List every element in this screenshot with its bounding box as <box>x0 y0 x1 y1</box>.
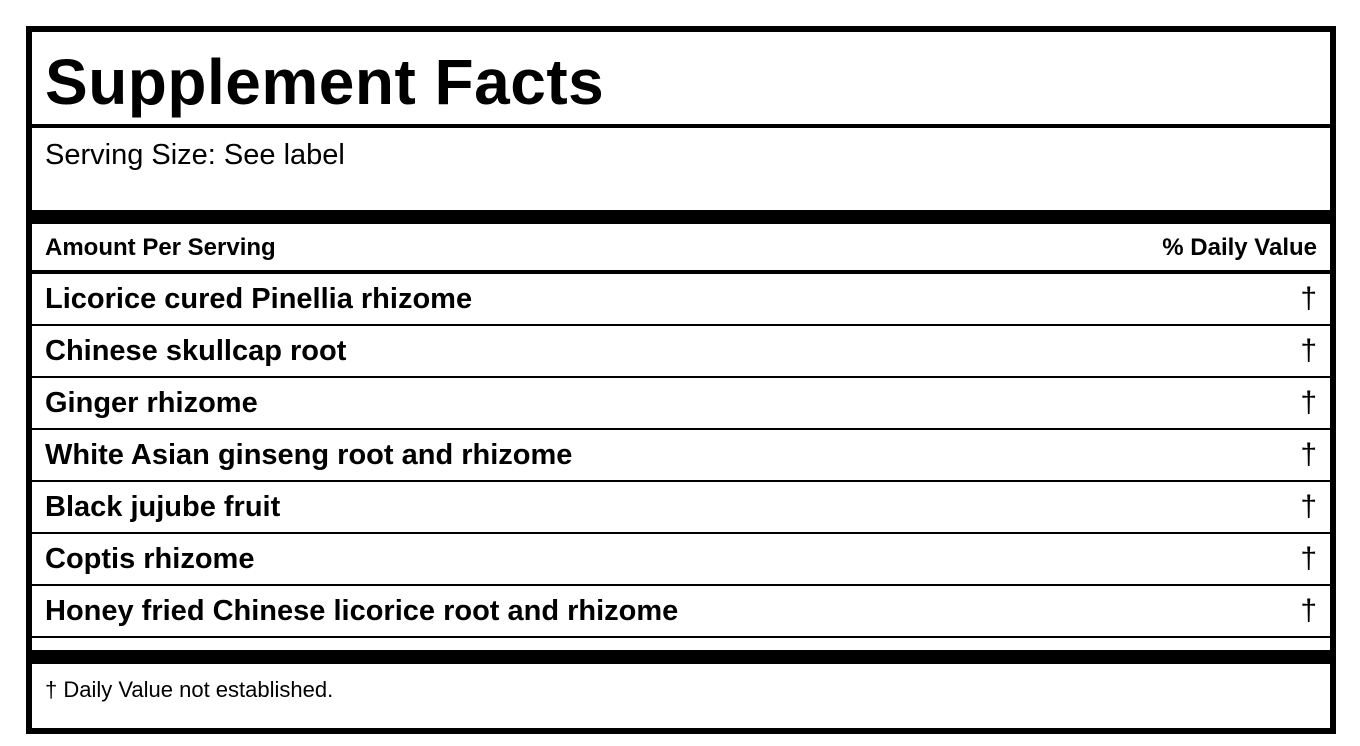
ingredient-name: Honey fried Chinese licorice root and rhizome <box>45 594 679 627</box>
ingredient-row <box>32 586 1330 638</box>
ingredient-name: Ginger rhizome <box>45 386 258 419</box>
amount-per-serving-header: Amount Per Serving <box>45 234 276 261</box>
ingredient-row <box>32 534 1330 586</box>
ingredient-daily-value: † <box>1300 334 1317 367</box>
ingredient-daily-value: † <box>1300 282 1317 315</box>
ingredient-name: Chinese skullcap root <box>45 334 347 367</box>
ingredient-name: Licorice cured Pinellia rhizome <box>45 282 473 315</box>
daily-value-header: % Daily Value <box>1162 234 1317 261</box>
title-section <box>32 32 1330 128</box>
supplement-facts-panel <box>26 26 1336 734</box>
ingredient-daily-value: † <box>1300 490 1317 523</box>
column-header-row <box>32 224 1330 274</box>
ingredient-row <box>32 482 1330 534</box>
ingredient-name: Coptis rhizome <box>45 542 255 575</box>
ingredient-row <box>32 378 1330 430</box>
ingredient-daily-value: † <box>1300 386 1317 419</box>
footnote: † Daily Value not established. <box>45 677 334 702</box>
serving-section <box>32 128 1330 224</box>
ingredient-daily-value: † <box>1300 594 1317 627</box>
ingredient-daily-value: † <box>1300 542 1317 575</box>
thick-divider <box>32 638 1330 664</box>
ingredient-name: Black jujube fruit <box>45 490 281 523</box>
ingredient-row <box>32 326 1330 378</box>
ingredient-row <box>32 274 1330 326</box>
ingredient-daily-value: † <box>1300 438 1317 471</box>
ingredient-name: White Asian ginseng root and rhizome <box>45 438 573 471</box>
panel-title: Supplement Facts <box>45 46 605 118</box>
serving-size: Serving Size: See label <box>45 139 345 171</box>
ingredient-row <box>32 430 1330 482</box>
